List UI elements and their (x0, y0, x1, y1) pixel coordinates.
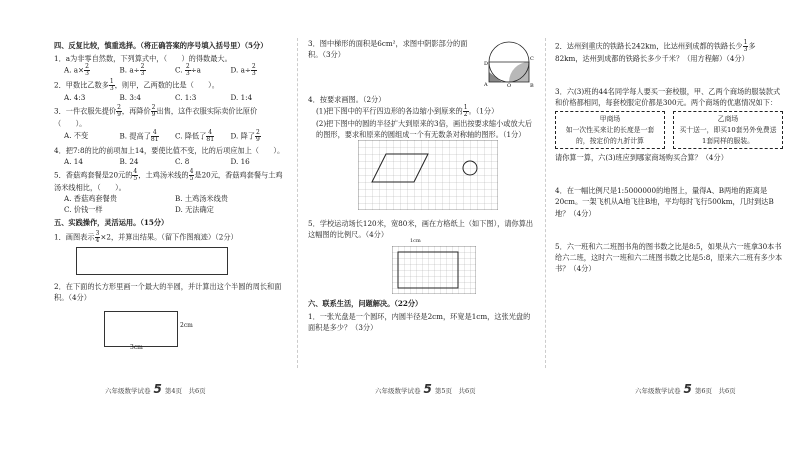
question-3-options: A. 不变 B. 提高了 $\frac{4}{81}$ C. 降低了 $\frac{4}{81}$ D. 降了 $\frac{2}{9}$ (64, 128, 260, 143)
rect-height-label: 2cm (180, 321, 193, 329)
svg-text:C: C (530, 56, 534, 62)
column-page-5 (308, 38, 534, 333)
section-six-title: 六、联系生活，问题解决。（22分） (308, 298, 423, 308)
question-5: 5．香菇鸡套餐是20元的 $\frac{4}{5}$ ，土鸡汤米线的 $\frac{4}{5}$ 是20元，香菇鸡套餐与土鸡汤米线相比，（ ）。 (54, 167, 283, 192)
column-divider (545, 38, 546, 368)
trapezoid-circle-figure (484, 38, 534, 88)
mall-boxes (555, 111, 783, 149)
question-4-1: (1)把下图中的平行四边形的各边缩小到原来的 $\frac{1}{2}$ 。（1分） (316, 104, 499, 119)
question-2-options: A. 4:3 B. 3:4 C. 1:3 D. 1:4 (64, 93, 253, 103)
question-2: 2．甲数比乙数多 $\frac{1}{3}$ ，则甲，乙两数的比是（ ）。 (54, 78, 219, 93)
question-4: 4．把7:8的比的前项加上14，要使比值不变，比的后项应加上（ ）。 (54, 145, 285, 155)
mall-b-box (673, 111, 783, 149)
mall-b-title: 乙商场 (717, 115, 739, 124)
column-page-6 (555, 38, 783, 274)
practice-2: 2．在下面的长方形里画一个最大的半圆，并计算出这个半圆的周长和面积。（4分） (54, 281, 282, 302)
rectangle (104, 311, 178, 347)
mall-a-text: 如一次性买来让的长度是一套的，按定价的九折计算 (565, 126, 655, 145)
question-2: 2．达州到重庆的铁路长242km，比达州到成都的铁路长少 $\frac{1}{3}$ 多82km，达州到成都的铁路长多少千米？（用方程解）（4分） (555, 39, 756, 63)
question-4-2: (2)把下图中的圆的半径扩大到原来的3倍，画出按要求缩小或放大后的图形，要求和原来的圆组成一个有无数条对称轴的图形。（1分） (316, 119, 533, 140)
option-c: C. $\frac{2}{3}$ ÷a (175, 63, 201, 78)
svg-text:B: B (530, 83, 534, 88)
rect-width-label: 3cm (130, 343, 143, 351)
section-five-title: 五、实践操作，灵活运用。（15分） (54, 218, 169, 228)
column-page-4 (54, 38, 286, 349)
option-d: D. a÷ $\frac{2}{3}$ (230, 63, 256, 78)
column-divider (297, 38, 298, 368)
mall-a-title: 甲商场 (599, 115, 621, 124)
option-b: B. a÷ $\frac{2}{3}$ (119, 63, 145, 78)
question-1: 1．a为非零自然数，下列算式中，（ ）的得数最大。 (54, 54, 232, 64)
svg-text:D: D (484, 61, 489, 67)
rectangle-figure (54, 303, 286, 349)
practice-1: 1．画图表示 $\frac{3}{4}$ ×2，并算出结果。（留下作图痕迹）（2分） (54, 229, 238, 244)
question-5-options: A. 香菇鸡套餐贵 B. 土鸡汤米线贵 C. 价钱一样 D. 无法确定 (64, 194, 228, 215)
field-grid (392, 246, 476, 294)
section-four-title: 四、反复比较，慎重选择。（将正确答案的序号填入括号里）（5分） (54, 41, 268, 50)
field-grid-figure (308, 237, 534, 296)
footer-page-6: 六年级数学试卷 5 第6页 共6页 (635, 382, 736, 396)
scale-label: 1cm (410, 237, 421, 244)
question-3: 3．图中梯形的面积是6cm²，求图中阴影部分的面积。（3分） (308, 39, 468, 60)
question-3-tail: 请你算一算，六(3)班应到哪家商场购买合算？（4分） (555, 153, 728, 163)
option-a: A. a× $\frac{2}{3}$ (64, 63, 89, 78)
question-5: 5．学校运动场长120米，宽80米，画在方格纸上（如下图），请你算出这幅图的比例尺。（4分） (308, 218, 534, 239)
question-4: 4．按要求画图。（2分） (308, 95, 386, 104)
mall-a-box (555, 111, 665, 149)
drawing-box (76, 247, 228, 275)
question-4-options: A. 14 B. 24 C. 8 D. 16 (64, 156, 250, 166)
fraction: $\frac{1}{3}$ (109, 78, 114, 93)
svg-text:O: O (507, 83, 512, 88)
question-1-options (54, 64, 286, 77)
question-3: 3．六(3)班的44名同学每人要买一套校服，甲、乙两个商场的服装款式和价格都相同，每套校服定价都是300元。两个商场的优惠情况如下： (555, 87, 781, 108)
problem-1: 1．一张光盘是一个圆环，内圆半径是2cm，环宽是1cm，这张光盘的面积是多少？（3分） (308, 312, 531, 333)
question-3-row (308, 38, 534, 88)
grid-parallelogram-figure (358, 140, 498, 210)
footer-page-4: 六年级数学试卷 5 第4页 共6页 (105, 382, 206, 396)
question-5: 5．六一班和六二班图书角的图书数之比是8:5，如果从六一班拿30本书给六二班，这时六一班和六二班图书数之比是5:8，原来六二班有多少本书？（4分） (555, 241, 783, 273)
question-4: 4．在一幅比例尺是1:5000000的地图上，量得A、B两地的距离是20cm。一架飞机从A地飞往B地，平均每时飞行500km，几时到达B地？（4分） (555, 186, 774, 218)
question-3: 3．一件衣服先提价 $\frac{2}{9}$ ，再降价 $\frac{2}{9}$ 出售，这件衣服实际卖价比原价（ ）。 (54, 104, 258, 129)
footer-page-5: 六年级数学试卷 5 第5页 共6页 (375, 382, 476, 396)
mall-b-text: 买十送一，即买10套另外免费送1套同样的服装。 (679, 126, 777, 145)
svg-text:A: A (484, 82, 488, 88)
